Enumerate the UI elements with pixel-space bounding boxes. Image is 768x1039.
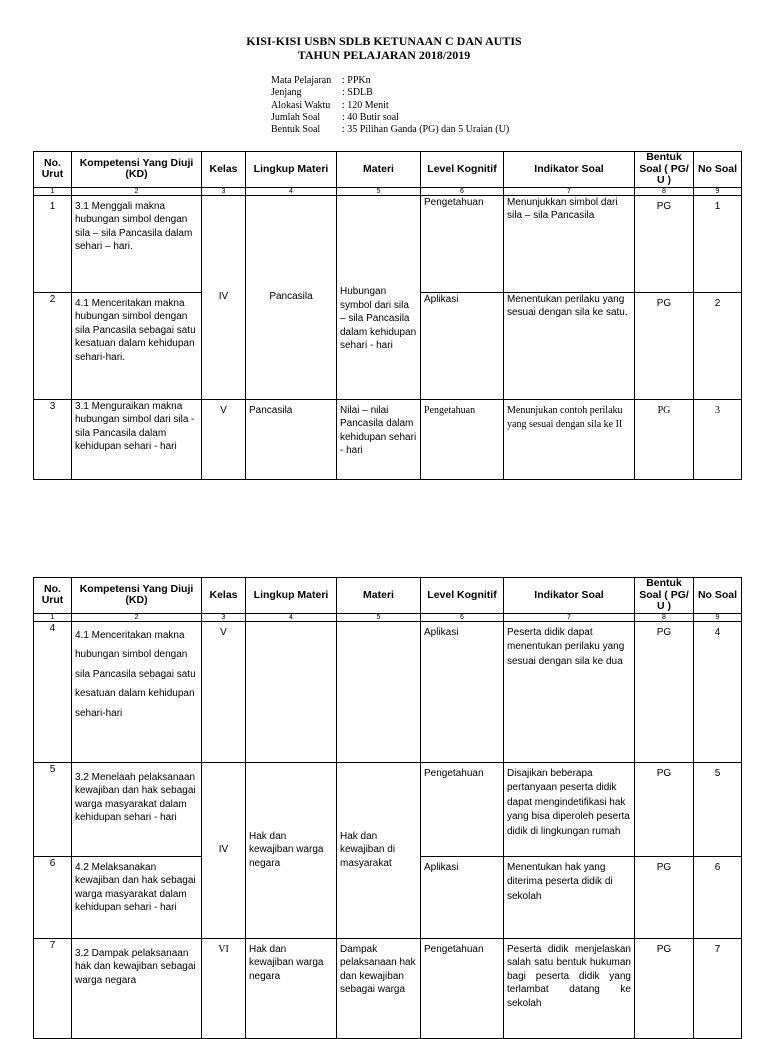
info-label: Jenjang xyxy=(271,87,302,99)
cell-materi: Dampak pelaksanaan hak dan kewajiban sebagai warga xyxy=(337,938,421,1038)
cell-kelas: V xyxy=(202,621,246,762)
cell-no: 7 xyxy=(34,938,72,1038)
table-row xyxy=(34,195,742,292)
cell-lingkup: Pancasila xyxy=(246,195,337,399)
info-row-subject xyxy=(271,75,509,87)
info-label: Alokasi Waktu xyxy=(271,99,331,111)
cell-nosoal: 5 xyxy=(694,762,742,856)
cell-level: Pengetahuan xyxy=(421,399,504,479)
header-indikator: Indikator Soal xyxy=(504,578,635,614)
column-number: 5 xyxy=(337,187,421,195)
header-materi: Materi xyxy=(337,152,421,188)
column-number: 4 xyxy=(246,187,337,195)
column-number: 7 xyxy=(504,187,635,195)
header-no: No. Urut xyxy=(34,152,72,188)
kisi-table-2 xyxy=(33,577,742,1039)
cell-bentuk: PG xyxy=(635,292,694,399)
kisi-table-1 xyxy=(33,151,742,480)
cell-bentuk: PG xyxy=(635,856,694,938)
cell-indikator: Peserta didik dapat menentukan perilaku yang sesuai dengan sila ke dua xyxy=(504,621,635,762)
cell-level: Aplikasi xyxy=(421,292,504,399)
cell-lingkup: Pancasila xyxy=(246,399,337,479)
cell-nosoal: 7 xyxy=(694,938,742,1038)
cell-nosoal: 3 xyxy=(694,399,742,479)
cell-nosoal: 4 xyxy=(694,621,742,762)
header-level: Level Kognitif xyxy=(421,152,504,188)
column-number: 1 xyxy=(34,187,72,195)
header-indikator: Indikator Soal xyxy=(504,152,635,188)
cell-kelas: IV xyxy=(202,195,246,399)
info-label: Bentuk Soal xyxy=(271,124,321,136)
cell-kelas: VI xyxy=(202,938,246,1038)
info-row-count xyxy=(271,112,509,124)
cell-kd: 4.2 Melaksanakan kewajiban dan hak sebagai warga masyarakat dalam kehidupan sehari - hari xyxy=(72,856,202,938)
cell-indikator: Menentukan hak yang diterima peserta didik di sekolah xyxy=(504,856,635,938)
info-value: : PPKn xyxy=(342,75,371,86)
document-title: KISI-KISI USBN SDLB KETUNAAN C DAN AUTIS xyxy=(246,34,522,48)
cell-no: 1 xyxy=(34,195,72,292)
info-value: : 35 Pilihan Ganda (PG) dan 5 Uraian (U) xyxy=(342,124,510,136)
column-number: 8 xyxy=(635,613,694,621)
info-label: Jumlah Soal xyxy=(271,111,321,123)
cell-kelas: V xyxy=(202,399,246,479)
cell-level: Pengetahuan xyxy=(421,762,504,856)
subject-info xyxy=(271,75,509,136)
column-number: 8 xyxy=(635,187,694,195)
header-row xyxy=(34,152,742,188)
column-number: 7 xyxy=(504,613,635,621)
column-number: 3 xyxy=(202,613,246,621)
cell-bentuk: PG xyxy=(635,621,694,762)
cell-indikator: Peserta didik menjelaskan salah satu bentuk hukuman bagi peserta didik yang terlambat datang ke sekolah xyxy=(504,938,635,1038)
cell-bentuk: PG xyxy=(635,762,694,856)
header-bentuk: Bentuk Soal ( PG/ U ) xyxy=(635,152,694,188)
column-number-row xyxy=(34,613,742,621)
info-row-form xyxy=(271,124,509,136)
column-number: 4 xyxy=(246,613,337,621)
header-bentuk: Bentuk Soal ( PG/ U ) xyxy=(635,578,694,614)
cell-materi xyxy=(337,621,421,762)
info-row-level xyxy=(271,87,509,99)
cell-bentuk: PG xyxy=(635,195,694,292)
column-number: 6 xyxy=(421,187,504,195)
header-nosoal: No Soal xyxy=(694,152,742,188)
cell-kelas: IV xyxy=(202,762,246,938)
table-row xyxy=(34,399,742,479)
cell-materi: Hubungan symbol dari sila – sila Pancasila dalam kehidupan sehari - hari xyxy=(337,195,421,399)
header-kd: Kompetensi Yang Diuji (KD) xyxy=(72,578,202,614)
cell-kd: 4.1 Menceritakan makna hubungan simbol dengan sila Pancasila sebagai satu kesatuan dalam kehidupan sehari-hari. xyxy=(72,292,202,399)
info-value: : SDLB xyxy=(342,87,373,99)
column-number: 1 xyxy=(34,613,72,621)
cell-nosoal: 2 xyxy=(694,292,742,399)
cell-kd: 4.1 Menceritakan makna hubungan simbol dengan sila Pancasila sebagai satu kesatuan dalam kehidupan sehari-hari xyxy=(72,621,202,762)
header-kd: Kompetensi Yang Diuji (KD) xyxy=(72,152,202,188)
cell-level: Aplikasi xyxy=(421,856,504,938)
header-kelas: Kelas xyxy=(202,152,246,188)
info-row-time xyxy=(271,100,509,112)
cell-level: Pengetahuan xyxy=(421,195,504,292)
info-label: Mata Pelajaran xyxy=(271,75,332,86)
cell-kd: 3.2 Dampak pelaksanaan hak dan kewajiban sebagai warga negara xyxy=(72,938,202,1038)
table-row xyxy=(34,762,742,856)
cell-nosoal: 6 xyxy=(694,856,742,938)
column-number: 3 xyxy=(202,187,246,195)
cell-level: Pengetahuan xyxy=(421,938,504,1038)
column-number: 9 xyxy=(694,187,742,195)
cell-materi: Hak dan kewajiban di masyarakat xyxy=(337,762,421,938)
header-lingkup: Lingkup Materi xyxy=(246,578,337,614)
info-value: : 120 Menit xyxy=(342,99,389,111)
cell-materi: Nilai – nilai Pancasila dalam kehidupan sehari - hari xyxy=(337,399,421,479)
cell-kd: 3.2 Menelaah pelaksanaan kewajiban dan hak sebagai warga masyarakat dalam kehidupan sehari - hari xyxy=(72,762,202,856)
header-kelas: Kelas xyxy=(202,578,246,614)
cell-lingkup: Hak dan kewajiban warga negara xyxy=(246,938,337,1038)
cell-level: Aplikasi xyxy=(421,621,504,762)
table-row xyxy=(34,621,742,762)
cell-bentuk: PG xyxy=(635,399,694,479)
document-subtitle: TAHUN PELAJARAN 2018/2019 xyxy=(297,48,471,62)
cell-no: 6 xyxy=(34,856,72,938)
cell-kd: 3.1 Menguraikan makna hubungan simbol dari sila - sila Pancasila dalam kehidupan sehari - hari xyxy=(72,399,202,479)
cell-lingkup xyxy=(246,621,337,762)
cell-indikator: Menunjukan contoh perilaku yang sesuai dengan sila ke II xyxy=(504,399,635,479)
cell-no: 2 xyxy=(34,292,72,399)
cell-lingkup: Hak dan kewajiban warga negara xyxy=(246,762,337,938)
cell-indikator: Disajikan beberapa pertanyaan peserta didik dapat mengindetifikasi hak yang bisa diperoleh peserta didik di lingkungan rumah xyxy=(504,762,635,856)
cell-indikator: Menunjukkan simbol dari sila – sila Pancasila xyxy=(504,195,635,292)
column-number: 9 xyxy=(694,613,742,621)
header-no: No. Urut xyxy=(34,578,72,614)
cell-indikator: Menentukan perilaku yang sesuai dengan sila ke satu. xyxy=(504,292,635,399)
info-value: : 40 Butir soal xyxy=(342,111,399,123)
column-number: 5 xyxy=(337,613,421,621)
cell-kd: 3.1 Menggali makna hubungan simbol dengan sila – sila Pancasila dalam sehari – hari. xyxy=(72,195,202,292)
header-level: Level Kognitif xyxy=(421,578,504,614)
header-lingkup: Lingkup Materi xyxy=(246,152,337,188)
table-row xyxy=(34,938,742,1038)
cell-no: 3 xyxy=(34,399,72,479)
header-nosoal: No Soal xyxy=(694,578,742,614)
cell-no: 5 xyxy=(34,762,72,856)
column-number: 2 xyxy=(72,187,202,195)
cell-no: 4 xyxy=(34,621,72,762)
column-number: 2 xyxy=(72,613,202,621)
cell-bentuk: PG xyxy=(635,938,694,1038)
column-number: 6 xyxy=(421,613,504,621)
header-materi: Materi xyxy=(337,578,421,614)
cell-nosoal: 1 xyxy=(694,195,742,292)
header-row xyxy=(34,578,742,614)
column-number-row xyxy=(34,187,742,195)
